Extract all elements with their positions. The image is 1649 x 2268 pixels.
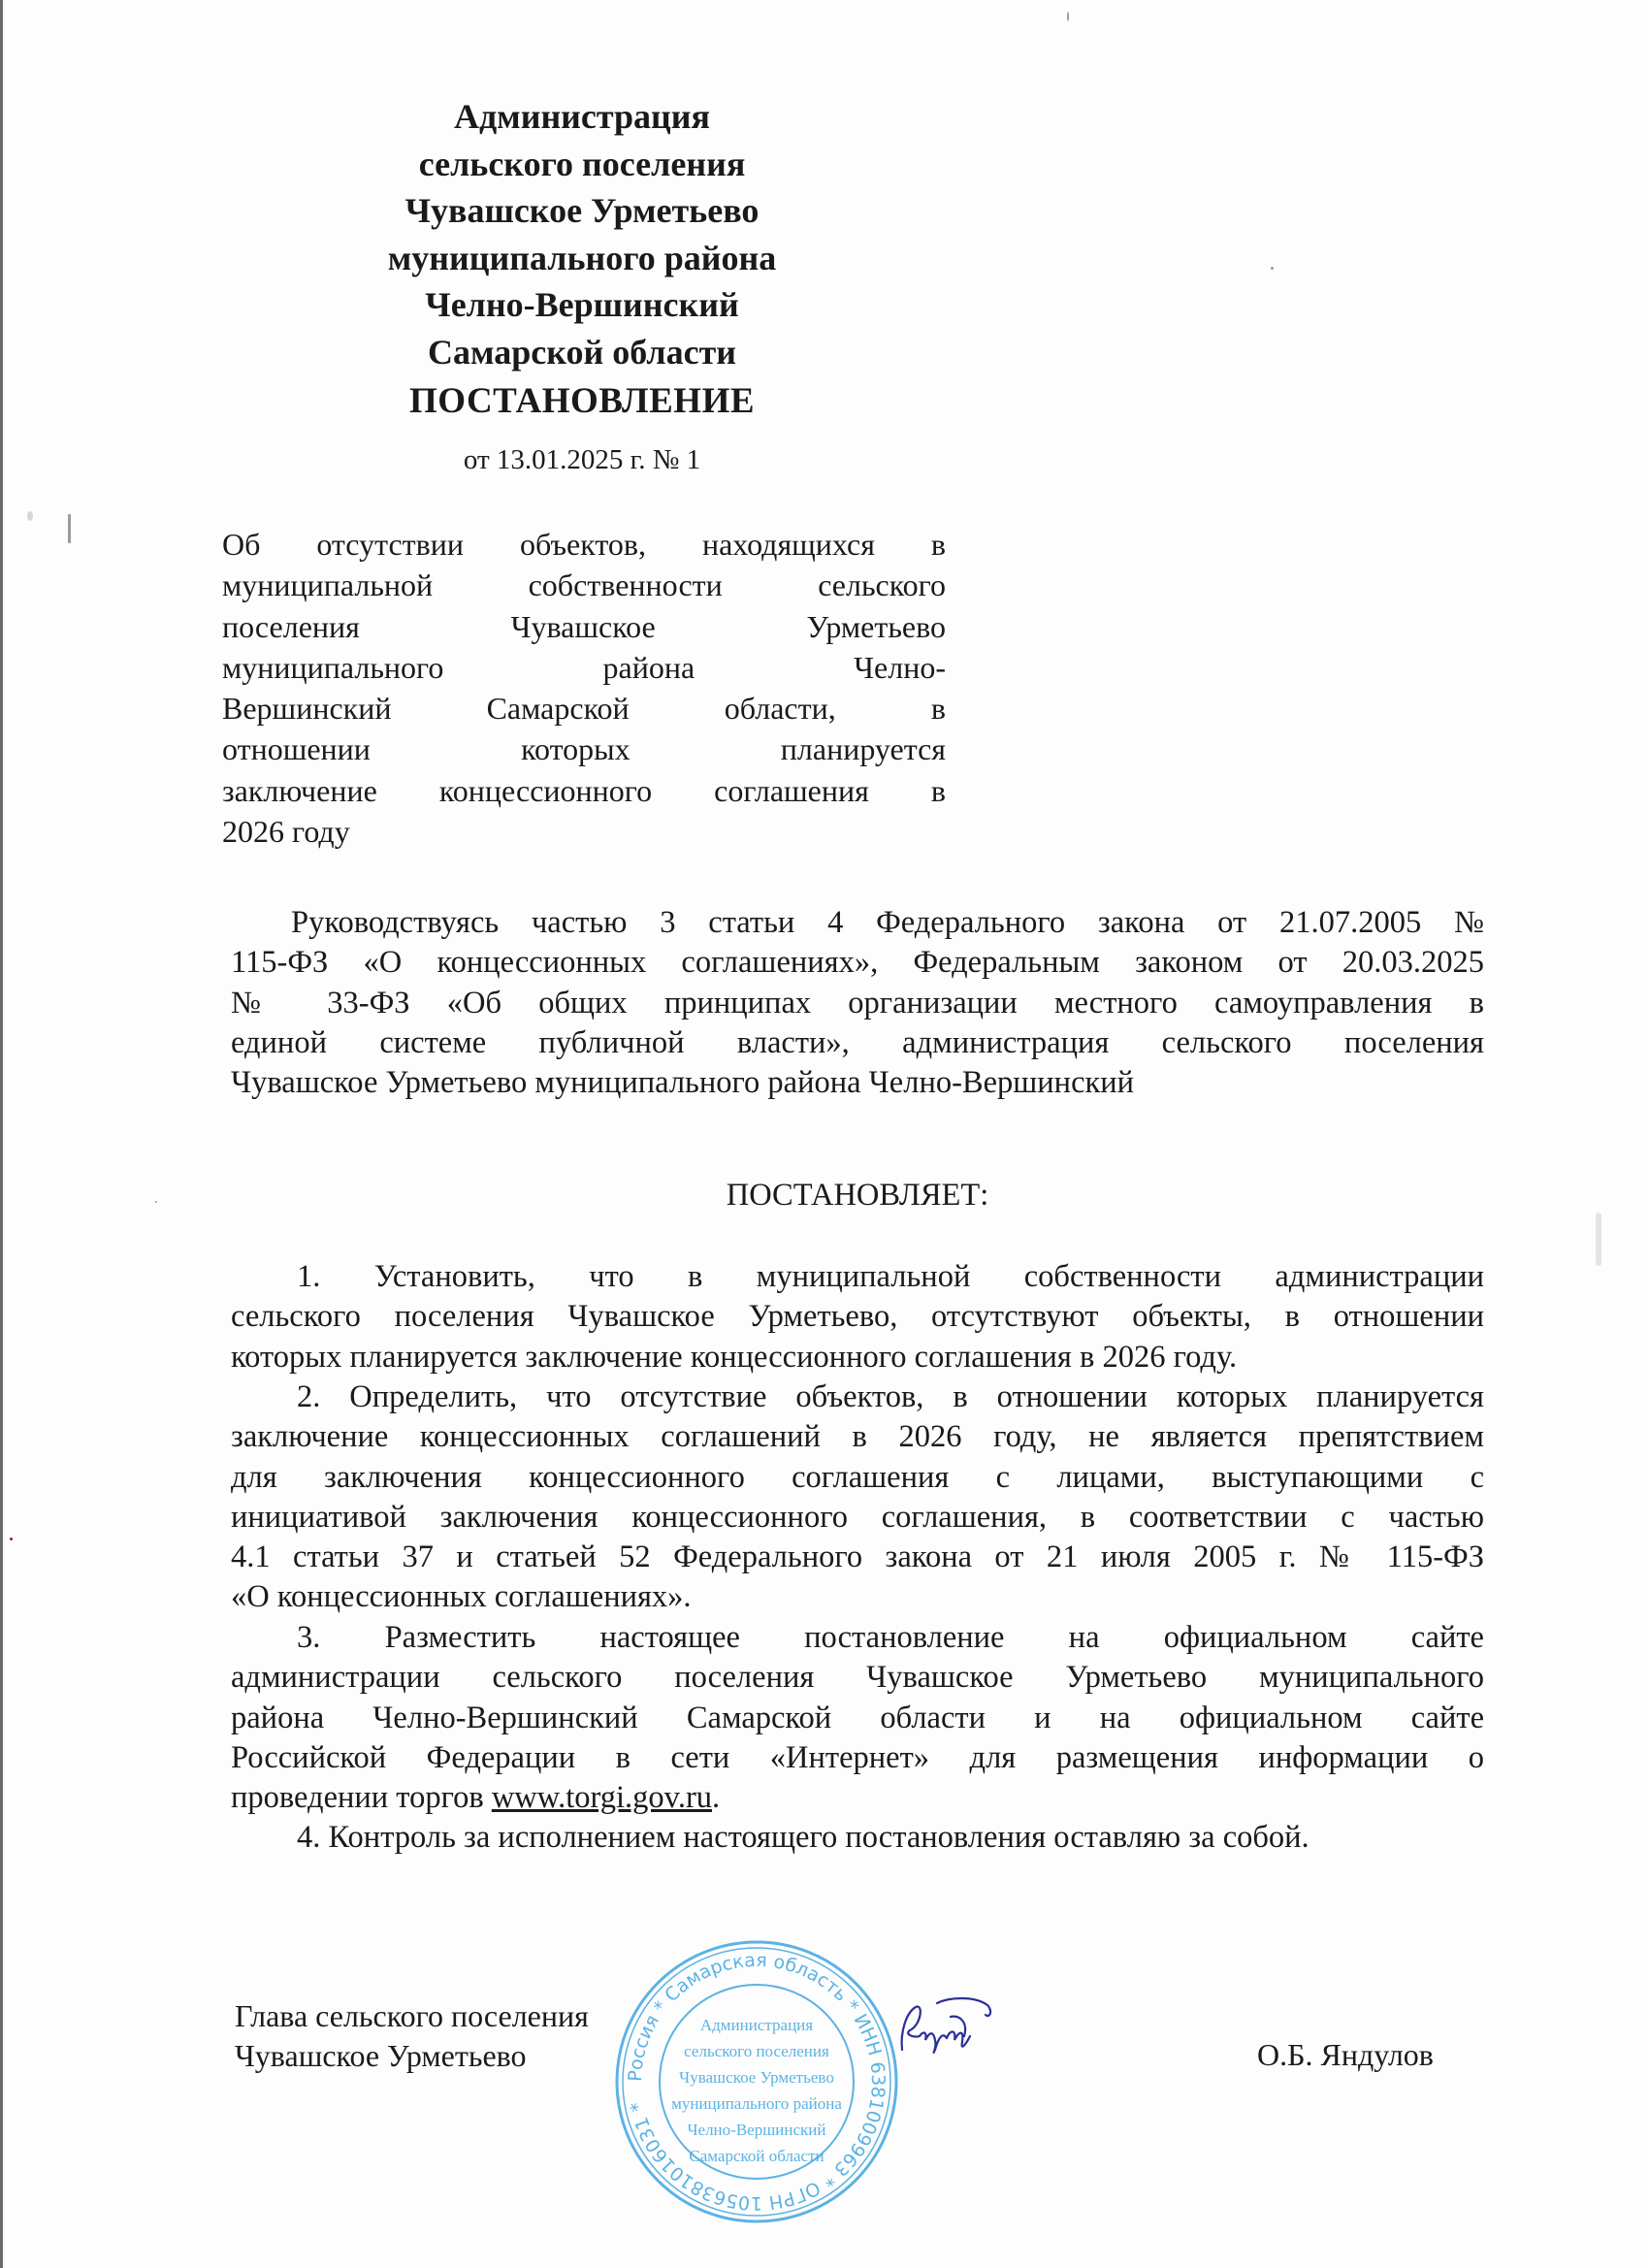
text-line: 4.1 статьи 37 и статьей 52 Федерального закона от 21 июля 2005 г. № 115-ФЗ xyxy=(231,1539,1484,1575)
decree-item-1 xyxy=(231,1257,1484,1377)
title-line: 2026 году xyxy=(222,814,350,850)
handwritten-signature xyxy=(892,1993,1009,2061)
document-type: ПОСТАНОВЛЕНИЕ xyxy=(408,381,756,421)
text-line: 3. Разместить настоящее постановление на официальном сайте xyxy=(297,1620,1484,1655)
signatory-name: О.Б. Яндулов xyxy=(1257,2037,1434,2072)
header-line: муниципального района xyxy=(387,238,777,277)
text-line xyxy=(231,1778,1484,1818)
scan-speck xyxy=(155,1201,157,1203)
scan-speck xyxy=(10,1538,13,1540)
position-line: Глава сельского поселения xyxy=(235,1998,589,2033)
title-line: муниципального района Челно- xyxy=(222,649,946,685)
svg-text:Чувашское Урметьево: Чувашское Урметьево xyxy=(679,2068,834,2087)
issuer-header xyxy=(310,93,854,375)
scan-speck xyxy=(1067,12,1069,21)
text-line: которых планируется заключение концессионного соглашения в 2026 году. xyxy=(231,1339,1238,1375)
title-line: Об отсутствии объектов, находящихся в xyxy=(222,527,946,562)
title-line: поселения Чувашское Урметьево xyxy=(222,608,946,644)
text-line: района Челно-Вершинский Самарской области и на официальном сайте xyxy=(231,1700,1484,1735)
svg-text:Челно-Вершинский: Челно-Вершинский xyxy=(687,2121,826,2139)
svg-text:Администрация: Администрация xyxy=(699,2016,814,2034)
text-fragment: . xyxy=(712,1780,721,1816)
svg-text:сельского поселения: сельского поселения xyxy=(684,2042,829,2060)
text-line: 1. Установить, что в муниципальной собственности администрации xyxy=(297,1259,1484,1294)
text-line: инициативой заключения концессионного соглашения, в соответствии с частью xyxy=(231,1499,1484,1535)
decree-item-4 xyxy=(231,1818,1484,1858)
scan-speck xyxy=(27,511,33,521)
text-line: 115-ФЗ «О концессионных соглашениях», Федеральным законом от 20.03.2025 xyxy=(231,945,1484,981)
scan-speck xyxy=(68,514,71,543)
header-line: сельского поселения xyxy=(418,144,746,183)
text-line: сельского поселения Чувашское Урметьево, отсутствуют объекты, в отношении xyxy=(231,1299,1484,1335)
text-line: 2. Определить, что отсутствие объектов, в отношении которых планируется xyxy=(297,1379,1484,1414)
text-line: для заключения концессионного соглашения с лицами, выступающими с xyxy=(231,1459,1484,1495)
header-line: Администрация xyxy=(453,97,711,136)
text-fragment: проведении торгов xyxy=(231,1780,492,1816)
text-line: 4. Контроль за исполнением настоящего постановления оставляю за собой. xyxy=(297,1820,1310,1855)
title-line: заключение концессионного соглашения в xyxy=(222,772,946,808)
text-line: Российской Федерации в сети «Интернет» для размещения информации о xyxy=(231,1739,1484,1775)
position-line: Чувашское Урметьево xyxy=(235,2038,527,2073)
torgi-link[interactable]: www.torgi.gov.ru xyxy=(491,1780,713,1816)
scan-speck xyxy=(1596,1213,1601,1266)
header-line: Чувашское Урметьево xyxy=(404,191,760,230)
header-line: Самарской области xyxy=(428,332,736,372)
official-stamp xyxy=(611,1936,902,2227)
title-line: муниципальной собственности сельского xyxy=(222,567,946,603)
decree-heading: ПОСТАНОВЛЯЕТ: xyxy=(726,1178,989,1213)
text-line: Руководствуясь частью 3 статьи 4 Федерального закона от 21.07.2005 № xyxy=(291,905,1484,940)
document-title xyxy=(222,524,946,852)
stamp-outer-text: Россия * Самарская область * ИНН 6381009963 * ОГРН 1056381016031 * xyxy=(624,1949,889,2215)
stamp-inner-text xyxy=(671,2016,842,2165)
text-line: единой системе публичной власти», администрация сельского поселения xyxy=(231,1024,1484,1060)
scan-edge xyxy=(0,0,3,2268)
title-line: Вершинский Самарской области, в xyxy=(222,691,946,727)
text-line: № 33-ФЗ «Об общих принципах организации местного самоуправления в xyxy=(231,985,1484,1021)
header-line: Челно-Вершинский xyxy=(425,285,739,324)
signatory-position xyxy=(235,1996,589,2076)
svg-text:Самарской области: Самарской области xyxy=(689,2147,824,2165)
text-line: Чувашское Урметьево муниципального района Челно-Вершинский xyxy=(231,1065,1135,1101)
text-line: заключение концессионных соглашений в 2026 году, не является препятствием xyxy=(231,1419,1484,1455)
text-line: «О концессионных соглашениях». xyxy=(231,1579,692,1615)
document-date-number: от 13.01.2025 г. № 1 xyxy=(463,444,701,475)
scan-speck xyxy=(1271,267,1274,270)
text-line: администрации сельского поселения Чувашское Урметьево муниципального xyxy=(231,1660,1484,1696)
title-line: отношении которых планируется xyxy=(222,731,946,767)
svg-text:муниципального района: муниципального района xyxy=(671,2094,842,2113)
decree-item-3 xyxy=(231,1618,1484,1818)
decree-item-2 xyxy=(231,1377,1484,1618)
preamble-paragraph xyxy=(231,903,1484,1103)
